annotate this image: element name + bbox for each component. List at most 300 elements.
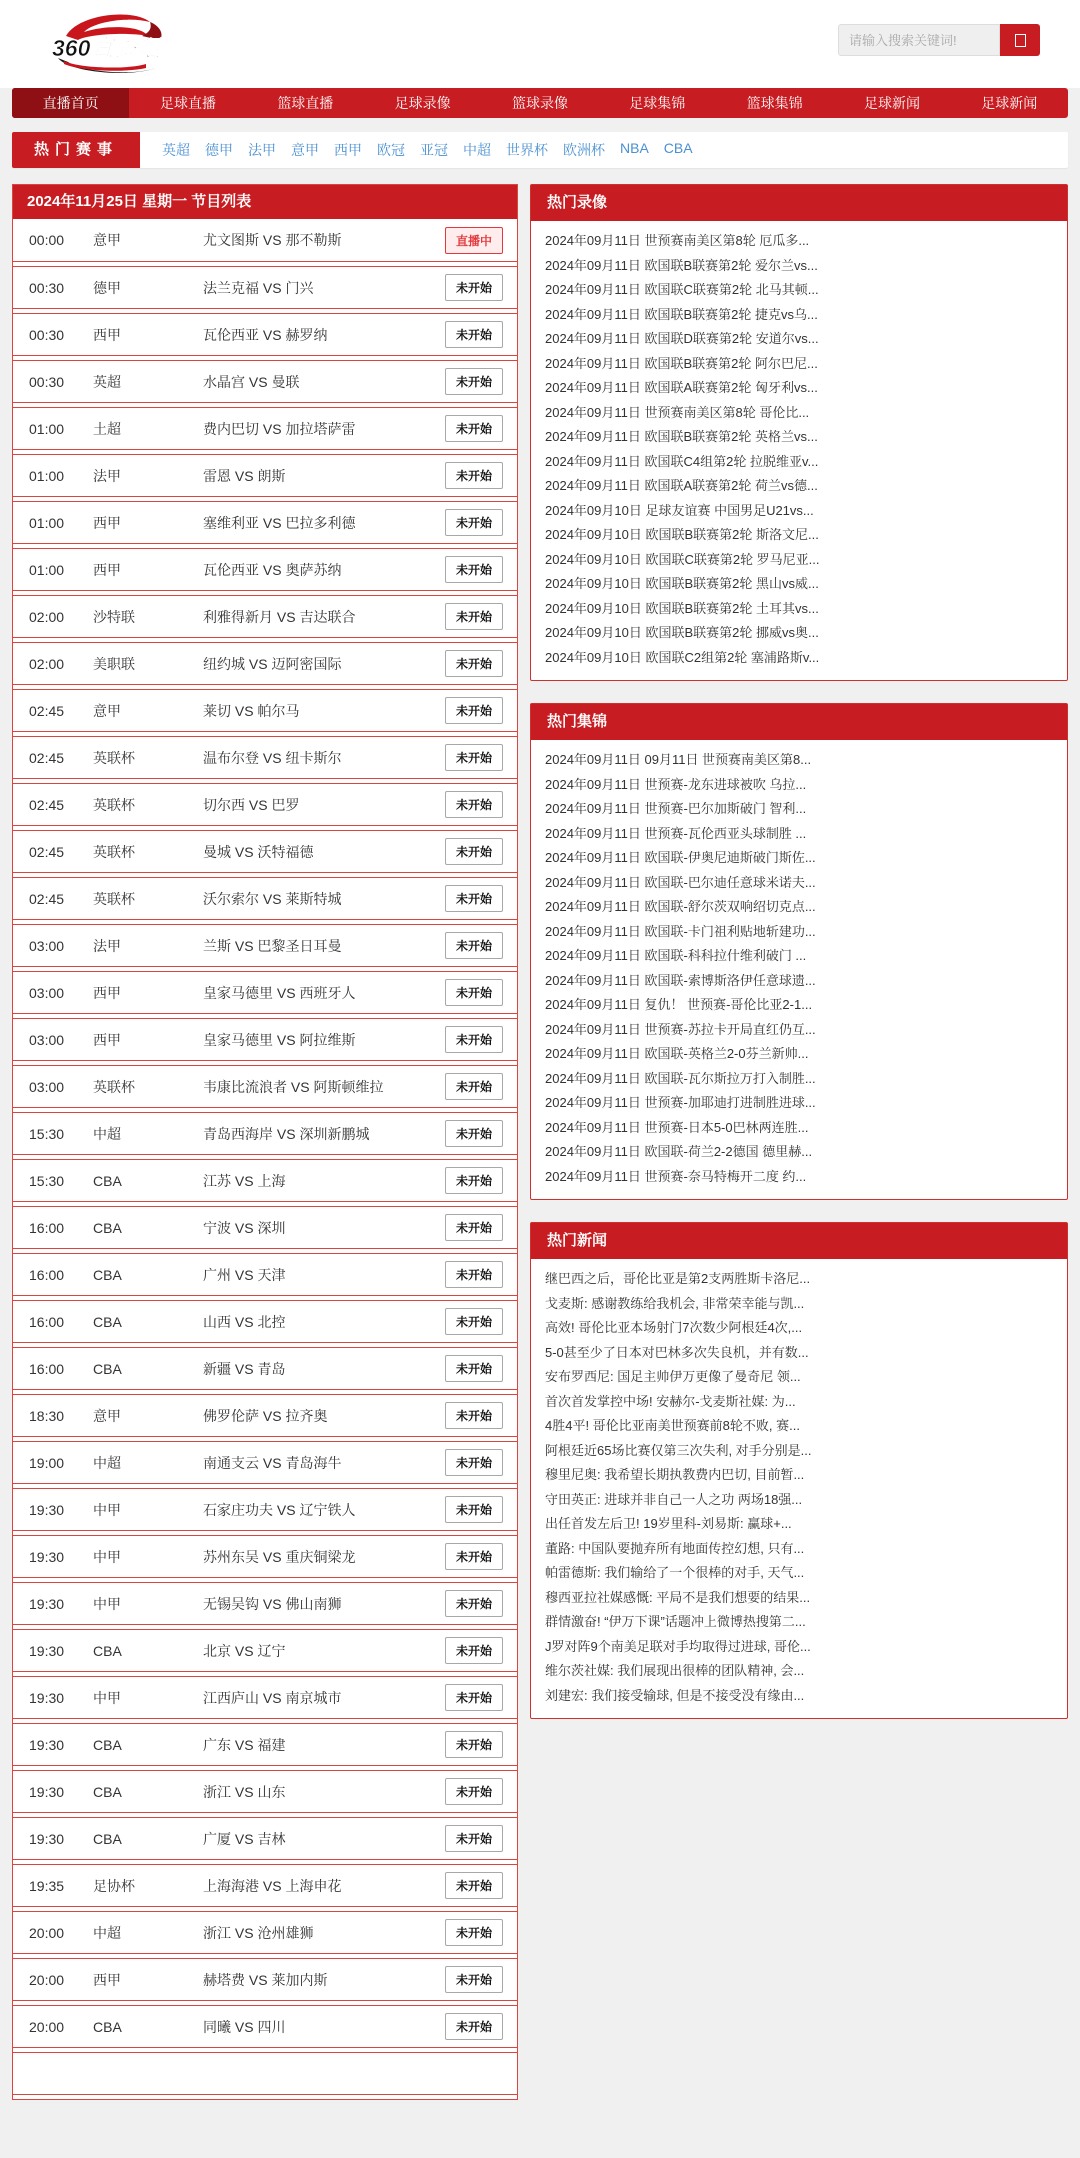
search-button[interactable] xyxy=(1000,24,1040,56)
schedule-row[interactable] xyxy=(13,501,517,544)
match-time: 01:00 xyxy=(29,467,65,484)
match-teams: 浙江 VS 山东 xyxy=(203,1783,286,1800)
match-teams: 韦康比流浪者 VS 阿斯顿维拉 xyxy=(203,1078,384,1095)
match-status-cell xyxy=(445,979,503,1006)
sidebar-list-item[interactable]: 2024年09月10日 足球友谊赛 中国男足U21vs... xyxy=(545,502,814,518)
status-badge[interactable]: 未开始 xyxy=(445,744,503,771)
match-teams: 佛罗伦萨 VS 拉齐奥 xyxy=(203,1407,328,1424)
status-badge[interactable]: 未开始 xyxy=(445,1026,503,1053)
status-badge[interactable]: 直播中 xyxy=(445,227,503,254)
sidebar-list-item[interactable]: 出任首发左后卫! 19岁里科-刘易斯: 赢球+... xyxy=(545,1516,792,1531)
sidebar-section-title: 热门录像 xyxy=(531,185,1067,221)
nav-item-7[interactable]: 足球新闻 xyxy=(863,95,920,111)
match-time: 19:30 xyxy=(29,1642,65,1659)
match-status-cell xyxy=(445,1496,503,1523)
schedule-row[interactable] xyxy=(13,548,517,591)
sidebar-list-item[interactable]: 5-0甚至少了日本对巴林多次失良机，并有数... xyxy=(545,1344,809,1360)
sidebar-list-item[interactable]: 4胜4平! 哥伦比亚南美世预赛前8轮不败, 赛... xyxy=(545,1418,800,1433)
match-league: 西甲 xyxy=(93,514,121,531)
match-league: CBA xyxy=(93,1172,122,1189)
match-time: 00:30 xyxy=(29,279,65,296)
match-league: 中甲 xyxy=(93,1689,121,1706)
match-teams: 新疆 VS 青岛 xyxy=(203,1360,286,1377)
match-league: 意甲 xyxy=(93,232,121,248)
match-status-cell xyxy=(445,321,503,348)
match-league: 土超 xyxy=(93,420,121,437)
match-status-cell xyxy=(445,509,503,536)
status-badge[interactable]: 未开始 xyxy=(445,509,503,536)
match-teams: 法兰克福 VS 门兴 xyxy=(203,279,314,296)
status-badge[interactable]: 未开始 xyxy=(445,1543,503,1570)
status-badge[interactable]: 未开始 xyxy=(445,791,503,818)
match-league: 中超 xyxy=(93,1454,121,1471)
sidebar-list-item[interactable]: 2024年09月11日 世预赛-日本5-0巴林两连胜... xyxy=(545,1119,809,1135)
match-status-cell xyxy=(445,650,503,677)
schedule-row[interactable] xyxy=(13,454,517,497)
sidebar-list-item[interactable]: 2024年09月11日 世预赛南美区第8轮 哥伦比... xyxy=(545,404,810,420)
schedule-row[interactable] xyxy=(13,595,517,638)
sidebar-list-item[interactable]: 帕雷德斯: 我们输给了一个很棒的对手, 天气... xyxy=(545,1565,805,1580)
match-status-cell xyxy=(445,1872,503,1899)
match-teams: 沃尔索尔 VS 莱斯特城 xyxy=(203,890,342,907)
sidebar-list-item[interactable]: 2024年09月11日 欧国联-英格兰2-0芬兰新帅... xyxy=(545,1046,809,1061)
status-badge[interactable]: 未开始 xyxy=(445,1402,503,1429)
match-league: CBA xyxy=(93,1360,122,1377)
match-time: 01:00 xyxy=(29,561,65,578)
match-league: 美职联 xyxy=(93,655,135,672)
league-filter-link[interactable]: 西甲 xyxy=(334,142,362,158)
match-teams: 上海海港 VS 上海申花 xyxy=(203,1877,342,1894)
schedule-row[interactable] xyxy=(13,1723,517,1766)
league-filter-link[interactable]: 中超 xyxy=(463,142,491,158)
schedule-row[interactable] xyxy=(13,1441,517,1484)
match-time: 02:00 xyxy=(29,608,65,625)
league-filter-link[interactable]: 欧洲杯 xyxy=(563,142,605,158)
sidebar-list-item[interactable]: 穆西亚拉社媒感慨: 平局不是我们想要的结果... xyxy=(545,1589,811,1605)
schedule-row[interactable] xyxy=(13,642,517,685)
sidebar-list-item[interactable]: 2024年09月11日 欧国联D联赛第2轮 安道尔vs... xyxy=(545,331,819,346)
sidebar-list-item[interactable]: 2024年09月11日 世预赛-巴尔加斯破门 智利... xyxy=(545,801,807,816)
status-badge[interactable]: 未开始 xyxy=(445,1355,503,1382)
schedule-title: 2024年11月25日 星期一 节目列表 xyxy=(13,185,517,219)
sidebar-list-item[interactable]: 2024年09月11日 世预赛-瓦伦西亚头球制胜 ... xyxy=(545,825,807,841)
match-status-cell xyxy=(445,1026,503,1053)
match-time: 02:45 xyxy=(29,890,65,907)
hot-events-label: 热门赛事 xyxy=(12,132,140,168)
schedule-row[interactable] xyxy=(13,1864,517,1907)
match-teams: 山西 VS 北控 xyxy=(203,1313,286,1330)
match-time: 19:30 xyxy=(29,1736,65,1753)
match-teams: 水晶宫 VS 曼联 xyxy=(203,373,300,390)
match-time: 03:00 xyxy=(29,1078,65,1095)
match-league: 英联杯 xyxy=(93,1078,135,1095)
match-time: 02:45 xyxy=(29,749,65,766)
schedule-row[interactable] xyxy=(13,1300,517,1343)
match-league: CBA xyxy=(93,1266,122,1283)
schedule-table xyxy=(12,184,518,2100)
match-teams: 苏州东吴 VS 重庆铜梁龙 xyxy=(203,1548,356,1565)
match-status-cell xyxy=(445,697,503,724)
logo-flame-icon xyxy=(38,6,218,82)
schedule-row[interactable] xyxy=(13,1770,517,1813)
league-filter-link[interactable]: CBA xyxy=(663,140,693,156)
sidebar-list-item[interactable]: 2024年09月11日 欧国联C4组第2轮 拉脱维亚v... xyxy=(545,453,819,469)
league-filter-link[interactable]: 亚冠 xyxy=(420,142,448,158)
sidebar-list-item[interactable]: 2024年09月11日 欧国联-索博斯洛伊任意球遗... xyxy=(545,972,816,988)
nav-item-8[interactable]: 足球新闻 xyxy=(981,95,1038,111)
match-status-cell xyxy=(445,1355,503,1382)
nav-item-2[interactable]: 篮球直播 xyxy=(277,95,334,111)
match-league: 足协杯 xyxy=(93,1877,135,1894)
schedule-row[interactable] xyxy=(13,219,517,262)
schedule-row[interactable] xyxy=(13,407,517,450)
sidebar-list-item[interactable]: J罗对阵9个南美足联对手均取得过进球, 哥伦... xyxy=(545,1638,811,1654)
match-teams: 温布尔登 VS 纽卡斯尔 xyxy=(203,749,342,766)
match-status-cell xyxy=(445,885,503,912)
match-league: 中甲 xyxy=(93,1501,121,1518)
schedule-row[interactable] xyxy=(13,1582,517,1625)
match-league: 西甲 xyxy=(93,1031,121,1048)
status-badge[interactable]: 未开始 xyxy=(445,838,503,865)
sidebar-list-item[interactable]: 2024年09月10日 欧国联B联赛第2轮 土耳其vs... xyxy=(545,600,819,616)
match-time: 02:45 xyxy=(29,796,65,813)
match-teams: 无锡吴钩 VS 佛山南狮 xyxy=(203,1595,342,1612)
match-teams: 赫塔费 VS 莱加内斯 xyxy=(203,1971,328,1988)
schedule-row[interactable] xyxy=(13,924,517,967)
schedule-row[interactable] xyxy=(13,1347,517,1390)
sidebar-list-item[interactable]: 2024年09月11日 世预赛-苏拉卡开局直红仍互... xyxy=(545,1021,816,1037)
match-teams: 皇家马德里 VS 西班牙人 xyxy=(203,984,356,1001)
schedule-row[interactable] xyxy=(13,971,517,1014)
league-filter-link[interactable]: 法甲 xyxy=(248,142,276,158)
match-time: 15:30 xyxy=(29,1172,65,1189)
sidebar-list-item[interactable]: 2024年09月10日 欧国联C联赛第2轮 罗马尼亚... xyxy=(545,551,820,567)
match-teams: 纽约城 VS 迈阿密国际 xyxy=(203,655,342,672)
schedule-row[interactable] xyxy=(13,783,517,826)
schedule-row[interactable] xyxy=(13,689,517,732)
league-filter-link[interactable]: NBA xyxy=(620,140,649,156)
status-badge[interactable]: 未开始 xyxy=(445,415,503,442)
schedule-row[interactable] xyxy=(13,736,517,779)
match-status-cell xyxy=(445,1637,503,1664)
status-badge[interactable]: 未开始 xyxy=(445,603,503,630)
schedule-row[interactable] xyxy=(13,877,517,920)
sidebar-list-item[interactable]: 2024年09月11日 欧国联-荷兰2-2德国 德里赫... xyxy=(545,1144,813,1159)
league-filter-link[interactable]: 世界杯 xyxy=(506,142,548,158)
match-status-cell xyxy=(445,274,503,301)
sidebar-list-item[interactable]: 安布罗西尼: 国足主帅伊万更像了曼奇尼 领... xyxy=(545,1369,801,1384)
match-status-cell xyxy=(445,1919,503,1946)
match-time: 20:00 xyxy=(29,1971,65,1988)
sidebar-list-item[interactable]: 2024年09月11日 世预赛-龙东进球被吹 乌拉... xyxy=(545,776,807,792)
sidebar-list-item[interactable]: 2024年09月11日 欧国联-舒尔茨双响绍切克点... xyxy=(545,899,816,914)
match-league: 英联杯 xyxy=(93,749,135,766)
sidebar-list-item[interactable]: 高效! 哥伦比亚本场射门7次数少阿根廷4次,... xyxy=(545,1320,803,1335)
league-filter-link[interactable]: 欧冠 xyxy=(377,142,405,158)
sidebar-list-item[interactable]: 2024年09月11日 欧国联B联赛第2轮 阿尔巴尼... xyxy=(545,355,818,371)
sidebar-list-item[interactable]: 阿根廷近65场比赛仅第三次失利, 对手分别是... xyxy=(545,1442,812,1458)
sidebar-list-item[interactable]: 董路: 中国队要抛弃所有地面传控幻想, 只有... xyxy=(545,1540,805,1556)
sidebar-list-item[interactable]: 守田英正: 进球并非自己一人之功 两场18强... xyxy=(545,1491,803,1507)
schedule-row[interactable] xyxy=(13,1629,517,1672)
match-time: 15:30 xyxy=(29,1125,65,1142)
match-league: 西甲 xyxy=(93,984,121,1001)
status-badge[interactable]: 未开始 xyxy=(445,1590,503,1617)
match-league: 中甲 xyxy=(93,1548,121,1565)
match-time: 02:00 xyxy=(29,655,65,672)
match-teams: 兰斯 VS 巴黎圣日耳曼 xyxy=(203,937,342,954)
match-status-cell xyxy=(445,1966,503,1993)
sidebar-list-item[interactable]: 2024年09月11日 09月11日 世预赛南美区第8... xyxy=(545,752,812,767)
match-time: 19:35 xyxy=(29,1877,65,1894)
status-badge[interactable]: 未开始 xyxy=(445,1120,503,1147)
match-time: 20:00 xyxy=(29,1924,65,1941)
match-time: 16:00 xyxy=(29,1266,65,1283)
status-badge[interactable]: 未开始 xyxy=(445,1637,503,1664)
sidebar-list-item[interactable]: 2024年09月11日 欧国联A联赛第2轮 匈牙利vs... xyxy=(545,380,818,395)
status-badge[interactable]: 未开始 xyxy=(445,650,503,677)
match-time: 19:30 xyxy=(29,1595,65,1612)
sidebar-list-item[interactable]: 2024年09月11日 欧国联A联赛第2轮 荷兰vs德... xyxy=(545,478,818,493)
match-teams: 浙江 VS 沧州雄狮 xyxy=(203,1924,314,1941)
match-league: CBA xyxy=(93,1642,122,1659)
match-league: 中甲 xyxy=(93,1595,121,1612)
status-badge[interactable]: 未开始 xyxy=(445,462,503,489)
main-nav xyxy=(12,88,1068,118)
nav-item-3[interactable]: 足球录像 xyxy=(394,95,451,111)
status-badge[interactable]: 未开始 xyxy=(445,885,503,912)
match-status-cell xyxy=(445,1261,503,1288)
sidebar-list-item[interactable]: 2024年09月10日 欧国联B联赛第2轮 斯洛文尼... xyxy=(545,527,819,542)
match-status-cell xyxy=(445,603,503,630)
schedule-row[interactable] xyxy=(13,1159,517,1202)
schedule-row[interactable] xyxy=(13,360,517,403)
sidebar-section-list xyxy=(531,1259,1067,1718)
status-badge[interactable]: 未开始 xyxy=(445,556,503,583)
match-status-cell xyxy=(445,1684,503,1711)
schedule-row[interactable] xyxy=(13,2005,517,2048)
sidebar-list-item[interactable]: 2024年09月11日 欧国联-瓦尔斯拉万打入制胜... xyxy=(545,1070,816,1086)
sidebar-section-1 xyxy=(530,703,1068,1200)
sidebar-list-item[interactable]: 刘建宏: 我们接受输球, 但是不接受没有缘由... xyxy=(545,1687,805,1703)
match-league: CBA xyxy=(93,2018,122,2035)
match-status-cell xyxy=(445,1543,503,1570)
sidebar-list-item[interactable]: 维尔茨社媒: 我们展现出很棒的团队精神, 会... xyxy=(545,1663,805,1678)
league-filter-link[interactable]: 意甲 xyxy=(291,142,319,158)
match-league: 德甲 xyxy=(93,279,121,296)
match-teams: 广东 VS 福建 xyxy=(203,1736,286,1753)
match-status-cell xyxy=(445,744,503,771)
match-status-cell xyxy=(445,415,503,442)
sidebar-list-item[interactable]: 2024年09月11日 欧国联B联赛第2轮 爱尔兰vs... xyxy=(545,257,818,273)
sidebar-list-item[interactable]: 2024年09月11日 欧国联B联赛第2轮 捷克vs乌... xyxy=(545,306,818,322)
status-badge[interactable]: 未开始 xyxy=(445,1496,503,1523)
status-badge[interactable]: 未开始 xyxy=(445,1261,503,1288)
schedule-rows xyxy=(13,219,517,2095)
sidebar-list-item[interactable]: 2024年09月11日 世预赛-奈马特梅开二度 约... xyxy=(545,1168,807,1184)
hot-events-links xyxy=(140,140,693,160)
match-time: 00:30 xyxy=(29,326,65,343)
match-status-cell xyxy=(445,227,503,254)
match-league: CBA xyxy=(93,1783,122,1800)
match-league: 西甲 xyxy=(93,326,121,343)
match-status-cell xyxy=(445,368,503,395)
status-badge[interactable]: 未开始 xyxy=(445,697,503,724)
search-bar xyxy=(838,24,1040,56)
status-badge[interactable]: 未开始 xyxy=(445,1778,503,1805)
match-league: CBA xyxy=(93,1219,122,1236)
status-badge[interactable]: 未开始 xyxy=(445,1073,503,1100)
match-league: 法甲 xyxy=(93,937,121,954)
match-teams: 塞维利亚 VS 巴拉多利德 xyxy=(203,514,356,531)
sidebar-list-item[interactable]: 继巴西之后，哥伦比亚是第2支两胜斯卡洛尼... xyxy=(545,1271,811,1286)
sidebar-list-item[interactable]: 2024年09月11日 欧国联-巴尔迪任意球米诺夫... xyxy=(545,874,816,890)
schedule-row[interactable] xyxy=(13,1206,517,1249)
match-time: 16:00 xyxy=(29,1360,65,1377)
schedule-row[interactable] xyxy=(13,1958,517,2001)
match-time: 01:00 xyxy=(29,420,65,437)
sidebar-section-0 xyxy=(530,184,1068,681)
match-status-cell xyxy=(445,1167,503,1194)
match-teams: 青岛西海岸 VS 深圳新鹏城 xyxy=(203,1125,370,1142)
sidebar-list-item[interactable]: 2024年09月10日 欧国联B联赛第2轮 黑山vs威... xyxy=(545,576,819,591)
match-league: CBA xyxy=(93,1830,122,1847)
status-badge[interactable]: 未开始 xyxy=(445,1167,503,1194)
match-status-cell xyxy=(445,1402,503,1429)
match-league: 英联杯 xyxy=(93,843,135,860)
match-league: 沙特联 xyxy=(93,608,135,625)
schedule-row[interactable] xyxy=(13,1817,517,1860)
sidebar-list-item[interactable]: 2024年09月11日 世预赛-加耶迪打进制胜进球... xyxy=(545,1095,816,1110)
league-filter-link[interactable]: 德甲 xyxy=(205,142,233,158)
status-badge[interactable]: 未开始 xyxy=(445,1214,503,1241)
match-teams: 江西庐山 VS 南京城市 xyxy=(203,1689,342,1706)
sidebar-section-list xyxy=(531,221,1067,680)
match-teams: 北京 VS 辽宁 xyxy=(203,1642,286,1659)
match-time: 02:45 xyxy=(29,702,65,719)
status-badge[interactable]: 未开始 xyxy=(445,979,503,1006)
schedule-row[interactable] xyxy=(13,1112,517,1155)
match-teams: 曼城 VS 沃特福德 xyxy=(203,843,314,860)
search-icon xyxy=(1015,34,1026,47)
status-badge[interactable]: 未开始 xyxy=(445,2013,503,2040)
match-teams: 雷恩 VS 朗斯 xyxy=(203,467,286,484)
status-badge[interactable]: 未开始 xyxy=(445,368,503,395)
schedule-row[interactable] xyxy=(13,1018,517,1061)
match-status-cell xyxy=(445,1778,503,1805)
status-badge[interactable]: 未开始 xyxy=(445,1919,503,1946)
sidebar-list-item[interactable]: 2024年09月11日 欧国联B联赛第2轮 英格兰vs... xyxy=(545,429,818,444)
match-time: 01:00 xyxy=(29,514,65,531)
match-time: 19:00 xyxy=(29,1454,65,1471)
schedule-row[interactable] xyxy=(13,313,517,356)
match-league: CBA xyxy=(93,1736,122,1753)
nav-item-6[interactable]: 篮球集锦 xyxy=(746,95,803,111)
status-badge[interactable]: 未开始 xyxy=(445,274,503,301)
match-league: 英超 xyxy=(93,373,121,390)
schedule-row[interactable] xyxy=(13,1065,517,1108)
status-badge[interactable]: 未开始 xyxy=(445,932,503,959)
status-badge[interactable]: 未开始 xyxy=(445,1308,503,1335)
hot-events-bar xyxy=(12,132,1068,168)
status-badge[interactable]: 未开始 xyxy=(445,1966,503,1993)
match-teams: 广厦 VS 吉林 xyxy=(203,1830,286,1847)
match-time: 16:00 xyxy=(29,1313,65,1330)
schedule-row[interactable] xyxy=(13,1535,517,1578)
schedule-row[interactable] xyxy=(13,830,517,873)
match-teams: 南通支云 VS 青岛海牛 xyxy=(203,1454,342,1471)
league-filter-link[interactable]: 英超 xyxy=(162,142,190,158)
sidebar-list-item[interactable]: 戈麦斯: 感谢教练给我机会, 非常荣幸能与凯... xyxy=(545,1295,805,1311)
sidebar-list-item[interactable]: 2024年09月11日 欧国联-伊奥尼迪斯破门斯佐... xyxy=(545,850,816,865)
sidebar-list-item[interactable]: 2024年09月11日 世预赛南美区第8轮 厄瓜多... xyxy=(545,233,810,248)
match-status-cell xyxy=(445,1120,503,1147)
match-status-cell xyxy=(445,2013,503,2040)
schedule-row[interactable] xyxy=(13,1253,517,1296)
match-teams: 石家庄功夫 VS 辽宁铁人 xyxy=(203,1501,356,1518)
match-time: 03:00 xyxy=(29,984,65,1001)
match-time: 19:30 xyxy=(29,1689,65,1706)
sidebar-list-item[interactable]: 群情激奋! “伊万下课”话题冲上微博热搜第二... xyxy=(545,1614,806,1629)
schedule-row[interactable] xyxy=(13,1394,517,1437)
sidebar-list-item[interactable]: 2024年09月11日 复仇！ 世预赛-哥伦比亚2-1... xyxy=(545,997,813,1012)
nav-item-0[interactable]: 直播首页 xyxy=(12,88,129,118)
nav-item-4[interactable]: 篮球录像 xyxy=(511,95,568,111)
nav-item-5[interactable]: 足球集锦 xyxy=(629,95,686,111)
match-time: 02:45 xyxy=(29,843,65,860)
status-badge[interactable]: 未开始 xyxy=(445,321,503,348)
match-league: 英联杯 xyxy=(93,796,135,813)
schedule-row[interactable] xyxy=(13,1676,517,1719)
match-status-cell xyxy=(445,1449,503,1476)
sidebar-list-item[interactable]: 首次首发掌控中场! 安赫尔-戈麦斯社媒: 为... xyxy=(545,1393,796,1409)
match-status-cell xyxy=(445,1825,503,1852)
match-status-cell xyxy=(445,1073,503,1100)
status-badge[interactable]: 未开始 xyxy=(445,1449,503,1476)
sidebar-list-item[interactable]: 2024年09月11日 欧国联-卡门祖利贴地斩建功... xyxy=(545,923,816,939)
status-badge[interactable]: 未开始 xyxy=(445,1872,503,1899)
main-content xyxy=(12,184,1068,2100)
schedule-row[interactable] xyxy=(13,1911,517,1954)
match-time: 16:00 xyxy=(29,1219,65,1236)
nav-item-1[interactable]: 足球直播 xyxy=(159,95,216,111)
sidebar-list-item[interactable]: 穆里尼奥: 我希望长期执教费内巴切, 目前暂... xyxy=(545,1467,805,1482)
match-teams: 江苏 VS 上海 xyxy=(203,1172,286,1189)
schedule-row[interactable] xyxy=(13,1488,517,1531)
match-status-cell xyxy=(445,1590,503,1617)
match-teams: 同曦 VS 四川 xyxy=(203,2018,286,2035)
sidebar-list-item[interactable]: 2024年09月11日 欧国联-科科拉什维利破门 ... xyxy=(545,948,807,963)
status-badge[interactable]: 未开始 xyxy=(445,1825,503,1852)
match-league: 法甲 xyxy=(93,467,121,484)
schedule-column xyxy=(12,184,518,2100)
status-badge[interactable]: 未开始 xyxy=(445,1684,503,1711)
match-status-cell xyxy=(445,932,503,959)
sidebar-list-item[interactable]: 2024年09月10日 欧国联C2组第2轮 塞浦路斯v... xyxy=(545,649,820,665)
site-logo[interactable] xyxy=(38,6,218,82)
status-badge[interactable]: 未开始 xyxy=(445,1731,503,1758)
match-teams: 切尔西 VS 巴罗 xyxy=(203,796,300,813)
match-status-cell xyxy=(445,1308,503,1335)
match-time: 19:30 xyxy=(29,1501,65,1518)
match-time: 03:00 xyxy=(29,1031,65,1048)
sidebar-section-list xyxy=(531,740,1067,1199)
schedule-row[interactable] xyxy=(13,2052,517,2095)
search-input[interactable] xyxy=(838,24,1000,56)
sidebar-list-item[interactable]: 2024年09月10日 欧国联B联赛第2轮 挪威vs奥... xyxy=(545,625,819,640)
schedule-row[interactable] xyxy=(13,266,517,309)
sidebar-list-item[interactable]: 2024年09月11日 欧国联C联赛第2轮 北马其顿... xyxy=(545,282,819,297)
